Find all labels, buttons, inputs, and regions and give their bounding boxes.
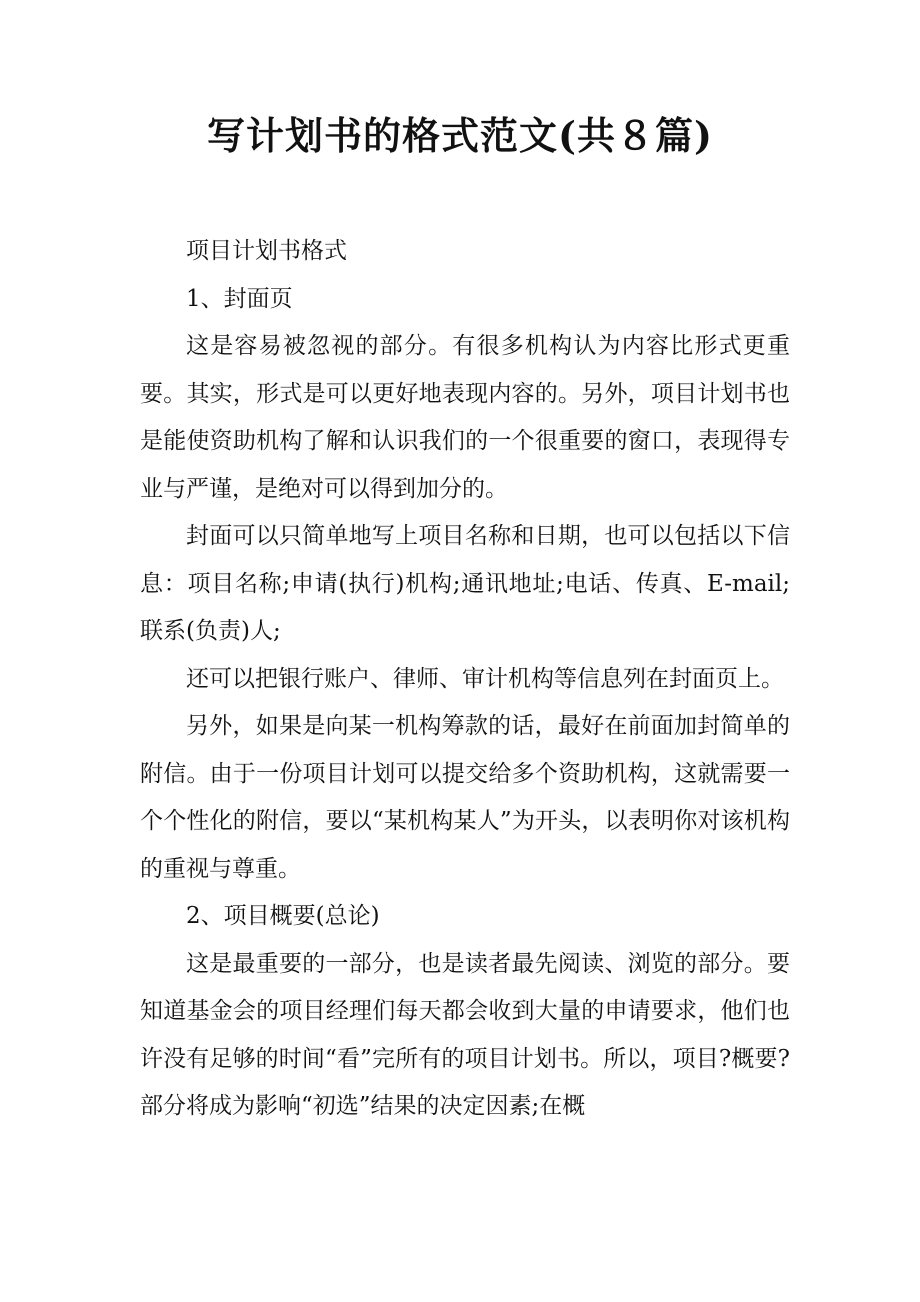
paragraph: 封面可以只简单地写上项目名称和日期，也可以包括以下信息：项目名称;申请(执行)机构;通讯地址;电话、传真、E-mail;联系(负责)人; (140, 523, 790, 644)
paragraph: 另外，如果是向某一机构筹款的话，最好在前面加封简单的附信。由于一份项目计划可以提交给多个资助机构，这就需要一个个性化的附信，要以“某机构某人”为开头，以表明你对该机构的重视与尊重。 (140, 713, 790, 882)
section-title: 项目计划书格式 (186, 238, 347, 264)
paragraph: 这是最重要的一部分，也是读者最先阅读、浏览的部分。要知道基金会的项目经理们每天都会收到大量的申请要求，他们也许没有足够的时间“看”完所有的项目计划书。所以，项目?概要?部分将成为影响“初选”结果的决定因素;在概 (140, 950, 790, 1119)
paragraph: 还可以把银行账户、律师、审计机构等信息列在封面页上。 (186, 665, 784, 692)
document-body (140, 228, 790, 1131)
heading-cover-page: 1、封面页 (186, 285, 293, 312)
heading-project-summary: 2、项目概要(总论) (186, 903, 380, 929)
document-title: 写计划书的格式范文(共８篇) (207, 113, 713, 158)
paragraph: 这是容易被忽视的部分。有很多机构认为内容比形式更重要。其实，形式是可以更好地表现内容的。另外，项目计划书也是能使资助机构了解和认识我们的一个很重要的窗口，表现得专业与严谨，是绝对可以得到加分的。 (140, 333, 790, 502)
